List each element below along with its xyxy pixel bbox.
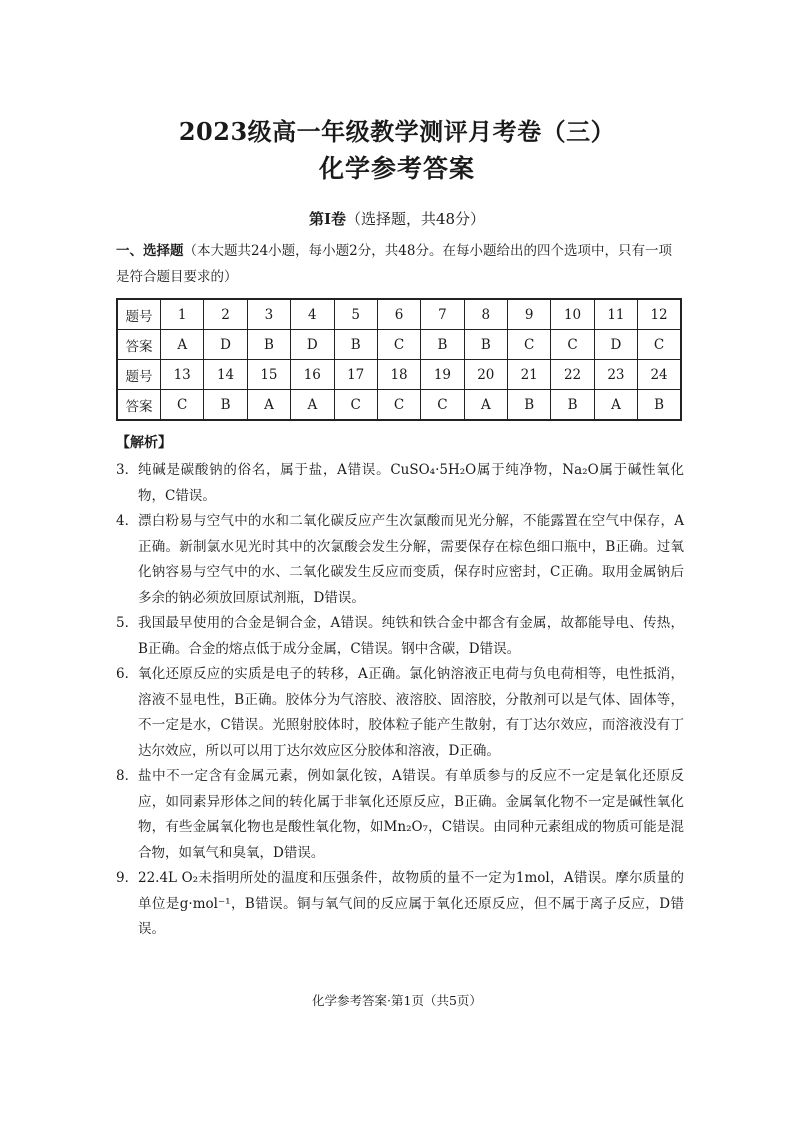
analysis-item-6 bbox=[116, 662, 684, 764]
analysis-item-3 bbox=[116, 458, 684, 509]
item-text: 漂白粉易与空气中的水和二氧化碳反应产生次氯酸而见光分解，不能露置在空气中保存，A正确。新制氯水见光时其中的次氯酸会发生分解，需要保存在棕色细口瓶中，B正确。过氧化钠容易与空气中的水、二氧化碳发生反应而变质，保存时应密封，C正确。取用金属钠后多余的钠必须放回原试剂瓶，D错误。 bbox=[138, 513, 684, 606]
table-row-questions-2 bbox=[117, 360, 681, 390]
question-number: 14 bbox=[204, 360, 247, 390]
analysis-item-8 bbox=[116, 764, 684, 866]
question-number: 5 bbox=[334, 299, 377, 330]
answer-cell: B bbox=[508, 390, 551, 421]
question-number: 6 bbox=[377, 299, 420, 330]
question-number: 1 bbox=[161, 299, 204, 330]
page-footer: 化学参考答案·第1页（共5页） bbox=[312, 993, 482, 1008]
question-number: 8 bbox=[464, 299, 507, 330]
answer-cell: B bbox=[638, 390, 681, 421]
answer-cell: B bbox=[421, 330, 464, 360]
answer-cell: D bbox=[594, 330, 637, 360]
question-number: 16 bbox=[291, 360, 334, 390]
answer-table bbox=[116, 298, 682, 421]
question-number: 12 bbox=[638, 299, 681, 330]
answer-cell: B bbox=[464, 330, 507, 360]
answer-cell: C bbox=[421, 390, 464, 421]
question-number: 7 bbox=[421, 299, 464, 330]
item-number: 5． bbox=[116, 615, 139, 631]
answer-cell: A bbox=[247, 390, 290, 421]
row-label-answer: 答案 bbox=[117, 390, 161, 421]
part-description: （本大题共24小题，每小题2分，共48分。在每小题给出的四个选项中，只有一项是符合题目要求的） bbox=[116, 243, 672, 285]
question-number: 22 bbox=[551, 360, 594, 390]
answer-cell: B bbox=[551, 390, 594, 421]
question-number: 3 bbox=[247, 299, 290, 330]
part-intro bbox=[116, 238, 684, 290]
question-number: 23 bbox=[594, 360, 637, 390]
answer-cell: B bbox=[204, 390, 247, 421]
question-number: 20 bbox=[464, 360, 507, 390]
row-label-question: 题号 bbox=[117, 299, 161, 330]
analysis-item-4 bbox=[116, 509, 684, 611]
analysis-item-5 bbox=[116, 611, 684, 662]
answer-cell: D bbox=[291, 330, 334, 360]
question-number: 9 bbox=[508, 299, 551, 330]
answer-cell: B bbox=[334, 330, 377, 360]
answer-cell: A bbox=[161, 330, 204, 360]
answer-cell: C bbox=[334, 390, 377, 421]
answer-cell: C bbox=[508, 330, 551, 360]
part-heading: 一、选择题 bbox=[116, 243, 184, 259]
item-text: 纯碱是碳酸钠的俗名，属于盐，A错误。CuSO₄·5H₂O属于纯净物，Na₂O属于碱性氧化物，C错误。 bbox=[138, 462, 684, 504]
analysis-item-9 bbox=[116, 866, 684, 943]
answer-key-title: 化学参考答案 bbox=[318, 154, 475, 183]
question-number: 4 bbox=[291, 299, 334, 330]
question-number: 21 bbox=[508, 360, 551, 390]
exam-title: 2023级高一年级教学测评月考卷（三） bbox=[178, 117, 616, 146]
question-number: 24 bbox=[638, 360, 681, 390]
answer-cell: C bbox=[551, 330, 594, 360]
answer-cell: A bbox=[291, 390, 334, 421]
table-row-questions-1 bbox=[117, 299, 681, 330]
answer-cell: D bbox=[204, 330, 247, 360]
row-label-answer: 答案 bbox=[117, 330, 161, 360]
answer-cell: B bbox=[247, 330, 290, 360]
item-text: 盐中不一定含有金属元素，例如氯化铵，A错误。有单质参与的反应不一定是氧化还原反应，如同素异形体之间的转化属于非氧化还原反应，B正确。金属氧化物不一定是碱性氧化物，有些金属氧化物也是酸性氧化物，如Mn₂O₇，C错误。由同种元素组成的物质可能是混合物，如氧气和臭氧，D错误。 bbox=[138, 768, 684, 861]
analysis-heading: 【解析】 bbox=[116, 435, 172, 451]
question-number: 17 bbox=[334, 360, 377, 390]
question-number: 10 bbox=[551, 299, 594, 330]
item-text: 22.4L O₂未指明所处的温度和压强条件，故物质的量不一定为1mol，A错误。摩尔质量的单位是g·mol⁻¹，B错误。铜与氧气间的反应属于氧化还原反应，但不属于离子反应，D错误。 bbox=[138, 870, 684, 937]
analysis-list bbox=[116, 458, 684, 943]
volume-note: （选择题，共48分） bbox=[345, 210, 486, 228]
question-number: 11 bbox=[594, 299, 637, 330]
question-number: 18 bbox=[377, 360, 420, 390]
item-number: 9． bbox=[116, 870, 139, 886]
answer-cell: C bbox=[377, 390, 420, 421]
volume-title bbox=[0, 208, 794, 230]
question-number: 2 bbox=[204, 299, 247, 330]
answer-cell: A bbox=[594, 390, 637, 421]
answer-cell: C bbox=[377, 330, 420, 360]
item-text: 氧化还原反应的实质是电子的转移，A正确。氯化钠溶液正电荷与负电荷相等，电性抵消，溶液不显电性，B正确。胶体分为气溶胶、液溶胶、固溶胶，分散剂可以是气体、固体等，不一定是水，C错误。光照射胶体时，胶体粒子能产生散射，有丁达尔效应，而溶液没有丁达尔效应，所以可以用丁达尔效应区分胶体和溶液，D正确。 bbox=[138, 666, 684, 759]
question-number: 19 bbox=[421, 360, 464, 390]
item-number: 6． bbox=[116, 666, 139, 682]
item-text: 我国最早使用的合金是铜合金，A错误。纯铁和铁合金中都含有金属，故都能导电、传热，B正确。合金的熔点低于成分金属，C错误。钢中含碳，D错误。 bbox=[138, 615, 684, 657]
answer-cell: C bbox=[161, 390, 204, 421]
question-number: 13 bbox=[161, 360, 204, 390]
volume-label: 第Ⅰ卷 bbox=[308, 210, 346, 228]
table-row-answers-2 bbox=[117, 390, 681, 421]
answer-cell: C bbox=[638, 330, 681, 360]
item-number: 8． bbox=[116, 768, 139, 784]
item-number: 3． bbox=[116, 462, 139, 478]
item-number: 4． bbox=[116, 513, 139, 529]
row-label-question: 题号 bbox=[117, 360, 161, 390]
answer-cell: A bbox=[464, 390, 507, 421]
table-row-answers-1 bbox=[117, 330, 681, 360]
question-number: 15 bbox=[247, 360, 290, 390]
